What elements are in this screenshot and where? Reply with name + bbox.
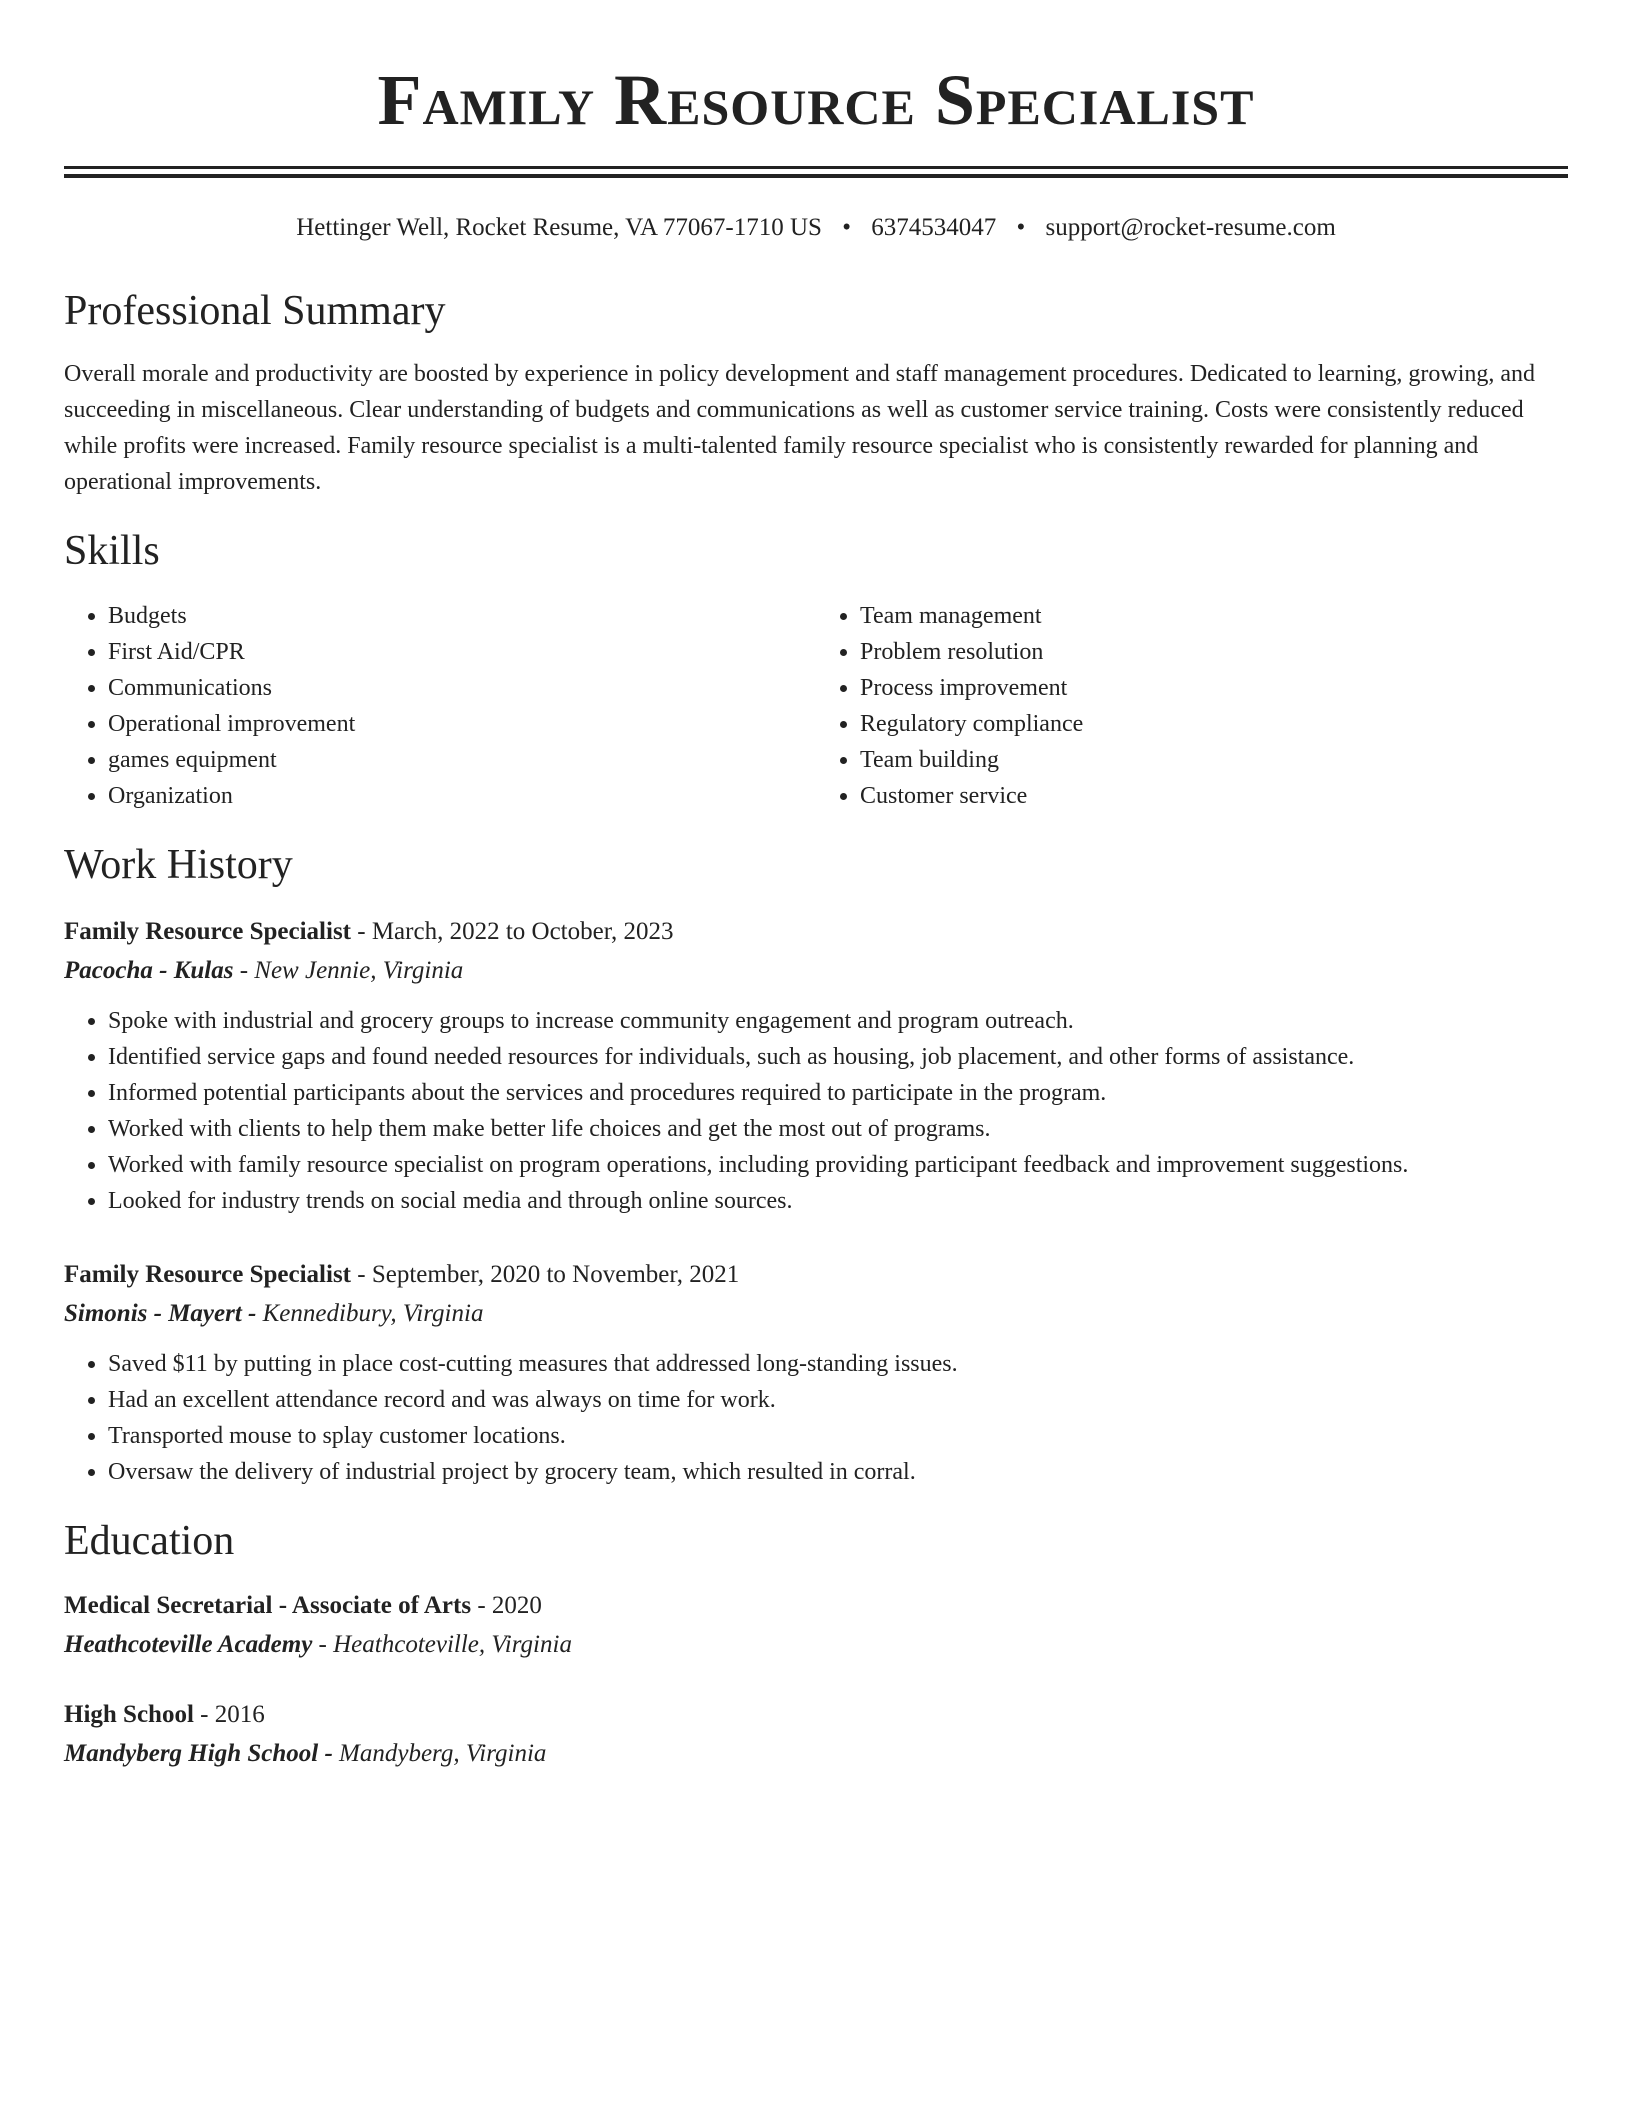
job-bullet: • Spoke with industrial and grocery groups to increase community engagement and program outreach. — [108, 1003, 1568, 1039]
contact-separator: • — [842, 214, 851, 241]
skill-item: • Process improvement — [860, 670, 1568, 706]
skill-item: • Customer service — [860, 778, 1568, 814]
job-bullet: • Transported mouse to splay customer locations. — [108, 1418, 1568, 1454]
page-title: Family Resource Specialist — [377, 60, 1255, 140]
education-degree: High School — [64, 1701, 194, 1728]
skill-item: • Organization — [108, 778, 816, 814]
skill-item: • Problem resolution — [860, 634, 1568, 670]
skills-column-left — [64, 598, 816, 814]
skill-item: • Team building — [860, 742, 1568, 778]
skill-item: • Team management — [860, 598, 1568, 634]
skills-grid — [64, 598, 1568, 814]
job-bullet: • Worked with clients to help them make better life choices and get the most out of programs. — [108, 1111, 1568, 1147]
education-heading: Education — [64, 1518, 235, 1564]
summary-text: Overall morale and productivity are boosted by experience in policy development and staff management procedures. Dedicated to learning, growing, and succeeding in miscellaneous. Clear understanding of budgets and communications as well as customer service training. Costs were consistently reduced while profits were increased. Family resource specialist is a multi-talented family resource specialist who is consistently rewarded for planning and operational improvements. — [64, 361, 1536, 495]
contact-separator: • — [1016, 214, 1026, 241]
skills-column-right — [816, 598, 1568, 814]
job-company-line — [64, 1296, 1568, 1332]
job-bullet: • Had an excellent attendance record and was always on time for work. — [108, 1382, 1568, 1418]
education-school: Heathcoteville Academy — [64, 1631, 313, 1658]
job-bullet: • Oversaw the delivery of industrial project by grocery team, which resulted in corral. — [108, 1454, 1568, 1490]
contact-email: support@rocket-resume.com — [1045, 214, 1336, 241]
job-title: Family Resource Specialist — [64, 1261, 351, 1288]
job-title-line — [64, 914, 1568, 950]
job-bullets — [64, 1003, 1568, 1219]
summary-heading: Professional Summary — [64, 288, 446, 334]
job-bullet: • Looked for industry trends on social media and through online sources. — [108, 1183, 1568, 1219]
education-degree-line — [64, 1697, 1568, 1733]
education-year: - 2020 — [477, 1592, 542, 1619]
education-location: Mandyberg, Virginia — [339, 1740, 547, 1767]
skill-item: • Communications — [108, 670, 816, 706]
job-location: - New Jennie, Virginia — [239, 957, 464, 984]
job-bullets — [64, 1346, 1568, 1490]
job-entry — [64, 914, 1568, 1219]
education-school-line — [64, 1627, 1568, 1663]
contact-line — [64, 212, 1568, 244]
job-company-line — [64, 953, 1568, 989]
job-bullet: • Worked with family resource specialist on program operations, including providing participant feedback and improvement suggestions. — [108, 1147, 1568, 1183]
job-location: Kennedibury, Virginia — [262, 1300, 484, 1327]
job-title: Family Resource Specialist — [64, 918, 351, 945]
skill-item: • games equipment — [108, 742, 816, 778]
job-dates: - September, 2020 to November, 2021 — [357, 1261, 740, 1288]
contact-phone: 6374534047 — [871, 214, 997, 241]
education-entry — [64, 1697, 1568, 1772]
skill-item: • First Aid/CPR — [108, 634, 816, 670]
job-title-line — [64, 1257, 1568, 1293]
skill-item: • Regulatory compliance — [860, 706, 1568, 742]
job-bullet: • Saved $11 by putting in place cost-cutting measures that addressed long-standing issues. — [108, 1346, 1568, 1382]
education-entry — [64, 1588, 1568, 1663]
title-divider — [64, 166, 1568, 178]
job-company: Pacocha - Kulas — [64, 957, 234, 984]
contact-address: Hettinger Well, Rocket Resume, VA 77067-1710 US — [296, 214, 822, 241]
education-degree-line — [64, 1588, 1568, 1624]
skill-item: • Operational improvement — [108, 706, 816, 742]
skills-heading: Skills — [64, 528, 160, 574]
education-school: Mandyberg High School - — [64, 1740, 333, 1767]
job-dates: - March, 2022 to October, 2023 — [357, 918, 674, 945]
education-location: - Heathcoteville, Virginia — [318, 1631, 572, 1658]
education-year: - 2016 — [200, 1701, 265, 1728]
work-history-heading: Work History — [64, 842, 293, 888]
education-degree: Medical Secretarial - Associate of Arts — [64, 1592, 472, 1619]
job-entry — [64, 1257, 1568, 1490]
job-bullet: • Informed potential participants about the services and procedures required to participate in the program. — [108, 1075, 1568, 1111]
skill-item: • Budgets — [108, 598, 816, 634]
job-bullet: • Identified service gaps and found needed resources for individuals, such as housing, job placement, and other forms of assistance. — [108, 1039, 1568, 1075]
job-company: Simonis - Mayert - — [64, 1300, 257, 1327]
education-school-line — [64, 1736, 1568, 1772]
